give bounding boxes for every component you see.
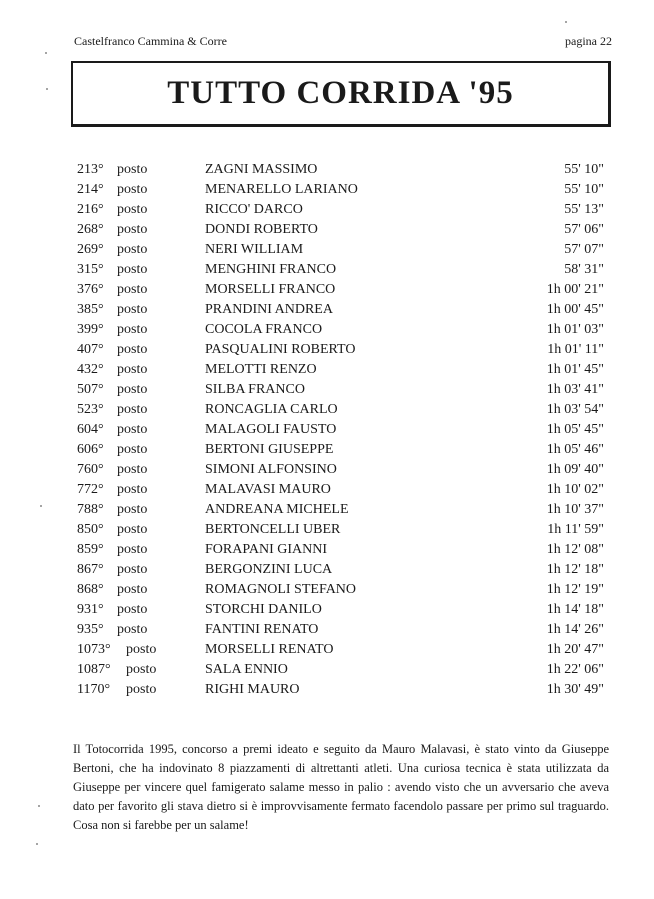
result-position: 772° [77, 482, 104, 497]
result-row [0, 360, 654, 380]
result-name: ANDREANA MICHELE [205, 502, 349, 517]
result-label: posto [117, 582, 148, 597]
result-row [0, 660, 654, 680]
result-time: 1h 12' 18" [546, 562, 604, 577]
result-position: 859° [77, 542, 104, 557]
result-name: MENGHINI FRANCO [205, 262, 337, 277]
result-position: 376° [77, 282, 104, 297]
result-label: posto [117, 322, 148, 337]
paper-speck [36, 843, 38, 845]
result-position: 1170° [77, 682, 111, 697]
result-name: SILBA FRANCO [205, 382, 305, 397]
result-name: NERI WILLIAM [205, 242, 304, 257]
result-row [0, 280, 654, 300]
paper-speck [565, 21, 567, 23]
result-time: 1h 03' 41" [546, 382, 604, 397]
page-number: pagina 22 [565, 34, 612, 48]
result-name: MENARELLO LARIANO [205, 182, 358, 197]
result-label: posto [117, 602, 148, 617]
result-time: 1h 05' 46" [546, 442, 604, 457]
result-row [0, 680, 654, 700]
result-position: 315° [77, 262, 104, 277]
result-row [0, 560, 654, 580]
result-position: 216° [77, 202, 104, 217]
result-time: 1h 00' 45" [546, 302, 604, 317]
result-time: 1h 12' 19" [546, 582, 604, 597]
result-row [0, 340, 654, 360]
result-position: 213° [77, 162, 104, 177]
result-label: posto [117, 202, 148, 217]
result-label: posto [117, 302, 148, 317]
result-time: 1h 09' 40" [546, 462, 604, 477]
result-row [0, 160, 654, 180]
result-name: MORSELLI FRANCO [205, 282, 336, 297]
result-label: posto [117, 542, 148, 557]
result-row [0, 200, 654, 220]
result-name: MALAVASI MAURO [205, 482, 331, 497]
result-time: 55' 13" [564, 202, 604, 217]
result-name: RICCO' DARCO [205, 202, 303, 217]
result-label: posto [117, 362, 148, 377]
result-label: posto [117, 462, 148, 477]
result-label: posto [117, 382, 148, 397]
result-name: ZAGNI MASSIMO [205, 162, 318, 177]
result-name: STORCHI DANILO [205, 602, 322, 617]
result-label: posto [126, 682, 157, 697]
result-name: DONDI ROBERTO [205, 222, 318, 237]
result-time: 1h 22' 06" [546, 662, 604, 677]
result-time: 1h 12' 08" [546, 542, 604, 557]
result-time: 1h 01' 11" [547, 342, 604, 357]
result-time: 1h 14' 26" [546, 622, 604, 637]
result-position: 1087° [77, 662, 111, 677]
result-time: 1h 01' 45" [546, 362, 604, 377]
result-label: posto [117, 442, 148, 457]
result-name: BERGONZINI LUCA [205, 562, 333, 577]
result-time: 57' 06" [564, 222, 604, 237]
paper-speck [46, 88, 48, 90]
result-row [0, 320, 654, 340]
paper-speck [38, 805, 40, 807]
result-label: posto [117, 182, 148, 197]
result-row [0, 260, 654, 280]
result-position: 1073° [77, 642, 111, 657]
paper-speck [45, 52, 47, 54]
result-position: 604° [77, 422, 104, 437]
result-position: 868° [77, 582, 104, 597]
result-label: posto [117, 562, 148, 577]
title-box [71, 61, 611, 127]
result-position: 788° [77, 502, 104, 517]
result-time: 1h 05' 45" [546, 422, 604, 437]
result-row [0, 180, 654, 200]
result-name: ROMAGNOLI STEFANO [205, 582, 357, 597]
result-name: PRANDINI ANDREA [205, 302, 333, 317]
result-row [0, 400, 654, 420]
result-name: MALAGOLI FAUSTO [205, 422, 337, 437]
result-position: 432° [77, 362, 104, 377]
result-label: posto [117, 522, 148, 537]
result-label: posto [117, 262, 148, 277]
result-time: 55' 10" [564, 162, 604, 177]
result-time: 58' 31" [564, 262, 604, 277]
result-name: BERTONI GIUSEPPE [205, 442, 334, 457]
result-time: 55' 10" [564, 182, 604, 197]
paper-speck [40, 505, 42, 507]
result-row [0, 420, 654, 440]
result-row [0, 220, 654, 240]
result-label: posto [126, 642, 157, 657]
result-label: posto [117, 342, 148, 357]
result-row [0, 300, 654, 320]
result-label: posto [117, 422, 148, 437]
result-row [0, 520, 654, 540]
result-position: 268° [77, 222, 104, 237]
result-row [0, 440, 654, 460]
note-paragraph: Il Totocorrida 1995, concorso a premi ideato e seguito da Mauro Malavasi, è stato vinto da Giuseppe Bertoni, che ha indovinato 8 piazzamenti di altrettanti atleti. Una curiosa tecnica è stata utilizzata da Giuseppe per vincere quel famigerato salame messo in palio : avendo visto che un avversario che aveva dato per favorito gli stava dietro si è improvvisamente fermato facendolo passare per primo sul traguardo. Cosa non si farebbe per un salame! [73, 742, 609, 832]
result-label: posto [117, 482, 148, 497]
result-position: 407° [77, 342, 104, 357]
result-name: SALA ENNIO [205, 662, 288, 677]
result-position: 606° [77, 442, 104, 457]
result-time: 1h 11' 59" [547, 522, 604, 537]
result-row [0, 540, 654, 560]
result-position: 507° [77, 382, 104, 397]
result-time: 1h 03' 54" [546, 402, 604, 417]
result-row [0, 240, 654, 260]
result-row [0, 620, 654, 640]
result-name: FORAPANI GIANNI [205, 542, 327, 557]
result-label: posto [117, 622, 148, 637]
result-row [0, 460, 654, 480]
result-label: posto [117, 402, 148, 417]
result-label: posto [117, 222, 148, 237]
page-title: TUTTO CORRIDA '95 [167, 75, 514, 111]
result-name: RONCAGLIA CARLO [205, 402, 338, 417]
result-label: posto [126, 662, 157, 677]
result-name: SIMONI ALFONSINO [205, 462, 337, 477]
result-position: 931° [77, 602, 104, 617]
result-time: 1h 30' 49" [546, 682, 604, 697]
result-time: 1h 01' 03" [546, 322, 604, 337]
result-label: posto [117, 162, 148, 177]
result-row [0, 500, 654, 520]
result-name: PASQUALINI ROBERTO [205, 342, 356, 357]
result-position: 214° [77, 182, 104, 197]
result-position: 385° [77, 302, 104, 317]
result-time: 1h 00' 21" [546, 282, 604, 297]
result-label: posto [117, 282, 148, 297]
result-name: MELOTTI RENZO [205, 362, 317, 377]
result-row [0, 380, 654, 400]
result-row [0, 580, 654, 600]
result-name: FANTINI RENATO [205, 622, 319, 637]
result-name: COCOLA FRANCO [205, 322, 323, 337]
results-list [0, 160, 654, 700]
result-position: 523° [77, 402, 104, 417]
result-row [0, 640, 654, 660]
result-time: 57' 07" [564, 242, 604, 257]
result-position: 399° [77, 322, 104, 337]
result-name: BERTONCELLI UBER [205, 522, 341, 537]
result-label: posto [117, 502, 148, 517]
result-row [0, 480, 654, 500]
result-position: 850° [77, 522, 104, 537]
result-position: 935° [77, 622, 104, 637]
page-header-left: Castelfranco Cammina & Corre [74, 34, 227, 48]
result-name: MORSELLI RENATO [205, 642, 334, 657]
result-row [0, 600, 654, 620]
result-position: 867° [77, 562, 104, 577]
result-name: RIGHI MAURO [205, 682, 300, 697]
result-label: posto [117, 242, 148, 257]
result-time: 1h 14' 18" [546, 602, 604, 617]
result-position: 760° [77, 462, 104, 477]
result-time: 1h 10' 02" [546, 482, 604, 497]
result-position: 269° [77, 242, 104, 257]
result-time: 1h 10' 37" [546, 502, 604, 517]
result-time: 1h 20' 47" [546, 642, 604, 657]
